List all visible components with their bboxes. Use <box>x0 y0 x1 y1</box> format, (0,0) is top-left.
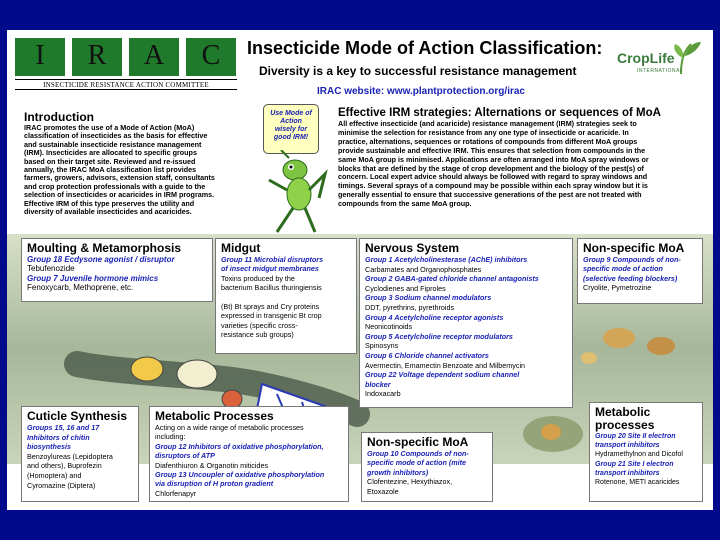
compound-list: Cryolite, Pymetrozine <box>583 283 652 293</box>
intro-line: IRAC promotes the use of a Mode of Action (MoA) <box>24 123 195 132</box>
group-label: Group 6 Chloride channel activators <box>365 350 489 360</box>
page-title: Insecticide Mode of Action Classification: <box>247 38 603 58</box>
bubble-line: Action <box>280 118 302 125</box>
compound-list <box>221 293 351 302</box>
group-label: Group 12 Inhibitors of oxidative phosphorylation, <box>155 441 324 451</box>
irac-letter-a: A <box>143 40 165 71</box>
irac-letter-r: R <box>87 40 107 71</box>
nervous-body <box>365 255 567 399</box>
compound-list: Tebufenozide <box>27 264 75 274</box>
compound-list: Carbamates and Organophosphates <box>365 264 482 274</box>
compound-list: and others), Buprofezin <box>27 461 102 471</box>
group-label: Group 11 Microbial disruptors <box>221 255 324 264</box>
compound-list: Hydramethylnon and Dicofol <box>595 451 683 459</box>
intro-panel <box>19 108 251 230</box>
strategies-line: generally essential to ensure that successive generations of the pest are not treated with <box>338 190 642 200</box>
speech-bubble <box>263 104 319 154</box>
strategies-line: All effective insecticide (and acaricide) resistance management (IRM) strategies seek to <box>338 119 637 128</box>
group-label: Group 7 Juvenile hormone mimics <box>27 273 159 283</box>
croplife-sub: INTERNATIONAL <box>637 68 684 74</box>
nervous-title: Nervous System <box>365 241 460 255</box>
strategies-panel <box>333 104 705 232</box>
midgut-title: Midgut <box>221 241 261 255</box>
group-label: of insect midgut membranes <box>221 264 319 274</box>
nonspec-top-panel <box>577 238 703 304</box>
compound-list: Rotenone, METI acaricides <box>595 479 680 487</box>
group-label: via disruption of H proton gradient <box>155 479 274 489</box>
group-label: Group 3 Sodium channel modulators <box>365 293 492 303</box>
metab2-title-line2: processes <box>595 418 655 432</box>
metabolic-title: Metabolic Processes <box>155 409 274 423</box>
grasshopper-mascot-icon <box>259 150 335 236</box>
nonspec-bottom-body <box>367 449 487 496</box>
compound-list: Acting on a wide range of metabolic processes <box>155 423 304 432</box>
intro-line: Effective IRM of this type preserves the utility and <box>24 198 195 208</box>
website-link[interactable]: IRAC website: www.plantprotection.org/irac <box>317 86 525 97</box>
irac-letter-i: I <box>35 40 45 71</box>
group-label: specific mode of action (mite <box>367 458 467 468</box>
irac-letter-box-c <box>186 38 236 76</box>
intro-line: classification of insecticides as the basis for effective <box>24 131 208 141</box>
metab2-body <box>595 432 697 487</box>
compound-list: Fenoxycarb, Methoprene, etc. <box>27 283 134 293</box>
bubble-line: wisely for <box>274 126 308 133</box>
group-label: Group 5 Acetylcholine receptor modulators <box>365 331 513 341</box>
compound-list: bacterium Bacillus thuringiensis <box>221 283 322 293</box>
irac-logo <box>15 38 237 90</box>
strategies-line: practice, alternations, sequences or rotations of compounds from different MoA groups <box>338 136 638 146</box>
compound-list: Chlorfenapyr <box>155 488 197 498</box>
group-label: Groups 15, 16 and 17 <box>27 423 100 432</box>
compound-list: Etoxazole <box>367 486 399 496</box>
strategies-line: concern. Local expert advice should always be followed with regard to spray windows and <box>338 172 648 182</box>
bubble-line: good IRM! <box>273 134 309 141</box>
nonspec-top-body <box>583 255 697 293</box>
compound-list: Avermectin, Emamectin Benzoate and Milbemycin <box>365 360 526 370</box>
strategies-line: provide sustainable and effective IRM. This ensures that selection from compounds in the <box>338 145 646 155</box>
moulting-body <box>27 255 207 293</box>
compound-list: Cyromazine (Diptera) <box>27 480 96 490</box>
cuticle-panel <box>21 406 139 502</box>
group-label: (selective feeding blockers) <box>583 273 678 283</box>
croplife-logo <box>611 40 707 78</box>
compound-list: DDT, pyrethrins, pyrethroids <box>365 302 455 312</box>
intro-line: farmers, growers, advisors, extension staff, consultants <box>24 173 215 183</box>
irac-letter-c: C <box>201 40 221 71</box>
compound-list: Toxins produced by the <box>221 273 295 283</box>
intro-line: selection of insecticides or acaricides in IRM programs. <box>24 190 215 200</box>
metabolic-panel <box>149 406 349 502</box>
page-subtitle: Diversity is a key to successful resistance management <box>259 64 577 78</box>
group-label: disruptors of ATP <box>155 451 215 461</box>
midgut-panel <box>215 238 357 354</box>
group-label: Group 21 Site I electron <box>595 460 674 468</box>
irac-letter-box-i <box>15 38 65 76</box>
compound-list: Indoxacarb <box>365 389 401 399</box>
group-label: Group 13 Uncoupler of oxidative phosphorylation <box>155 470 325 480</box>
compound-list: (Homoptera) and <box>27 470 82 480</box>
intro-line: and sustainable insecticide resistance management <box>24 139 202 149</box>
group-label: Group 20 Site II electron <box>595 433 676 440</box>
moulting-title: Moulting & Metamorphosis <box>27 241 181 255</box>
intro-line: based on their target site. Reviewed and re-issued <box>24 156 196 166</box>
metab2-panel <box>589 402 703 502</box>
strategies-line: blocks that are defined by the stage of crop development and the biology of the pest(s) of <box>338 163 644 173</box>
compound-list: expressed in transgenic Bt crop <box>221 311 322 321</box>
croplife-name: CropLife <box>617 50 675 66</box>
compound-list: Diafenthiuron & Organotin miticides <box>155 460 269 470</box>
midgut-body <box>221 255 351 340</box>
group-label: specific mode of action <box>583 264 663 274</box>
compound-list: Spinosyns <box>365 341 399 351</box>
group-label: blocker <box>365 379 391 389</box>
bubble-text <box>264 105 318 142</box>
intro-body <box>24 124 246 216</box>
strategies-line: timings. Several sprays of a compound may be possible within each spray window but it is <box>338 181 648 191</box>
nonspec-top-title: Non-specific MoA <box>583 241 685 255</box>
metab2-title-line1: Metabolic <box>595 405 651 419</box>
compound-list: including: <box>155 432 186 442</box>
strategies-line: same MoA group is minimised. Applications are often arranged into MoA spray windows or <box>338 154 649 164</box>
compound-list: Benzoylureas (Lepidoptera <box>27 451 113 461</box>
compound-list: varieties (specific cross- <box>221 320 298 330</box>
moulting-panel <box>21 238 213 302</box>
cuticle-body <box>27 423 133 490</box>
bubble-line: Use Mode of <box>270 110 312 117</box>
group-label: Group 1 Acetylcholinesterase (AChE) inhibitors <box>365 255 528 264</box>
group-label: Inhibitors of chitin <box>27 432 90 442</box>
nervous-panel <box>359 238 573 408</box>
compound-list: (Bt) Bt sprays and Cry proteins <box>221 302 320 312</box>
group-label: Group 4 Acetylcholine receptor agonists <box>365 312 504 322</box>
compound-list: Neonicotinoids <box>365 322 413 332</box>
group-label: transport inhibitors <box>595 469 660 477</box>
intro-line: annually, the IRAC MoA classification list provides <box>24 165 197 175</box>
strategies-line: minimise the selection for resistance from any one type of insecticide or acaricide. In <box>338 127 629 137</box>
compound-list: Clofentezine, Hexythiazox, <box>367 477 453 487</box>
cuticle-title: Cuticle Synthesis <box>27 409 128 423</box>
intro-title: Introduction <box>24 110 94 124</box>
intro-line: and crop protection professionals with a guide to the <box>24 181 206 191</box>
group-label: Group 2 GABA-gated chloride channel antagonists <box>365 274 539 284</box>
group-label: biosynthesis <box>27 442 71 452</box>
strategies-line: compounds from the same MoA group. <box>338 199 472 209</box>
compound-list: Cyclodienes and Fiproles <box>365 283 446 293</box>
group-label: Group 18 Ecdysone agonist / disruptor <box>27 255 175 264</box>
nonspec-bottom-title: Non-specific MoA <box>367 435 469 449</box>
irac-letter-box-r <box>72 38 122 76</box>
metabolic-body <box>155 423 343 498</box>
irac-letter-box-a <box>129 38 179 76</box>
group-label: Group 9 Compounds of non- <box>583 255 681 264</box>
strategies-body <box>338 120 700 209</box>
group-label: growth inhibitors) <box>367 467 429 477</box>
group-label: Group 10 Compounds of non- <box>367 449 469 458</box>
strategies-title: Effective IRM strategies: Alternations or sequences of MoA <box>338 107 661 119</box>
group-label: Group 22 Voltage dependent sodium channel <box>365 370 520 380</box>
intro-line: (IRM). Insecticides are allocated to specific groups <box>24 148 197 158</box>
compound-list: resistance sub groups) <box>221 330 294 340</box>
poster-slide <box>7 30 713 510</box>
group-label: transport inhibitors <box>595 442 660 450</box>
intro-line: diversity of available insecticides and acaricides. <box>24 207 192 217</box>
nonspec-bottom-panel <box>361 432 493 502</box>
irac-committee-label: INSECTICIDE RESISTANCE ACTION COMMITTEE <box>15 79 237 90</box>
